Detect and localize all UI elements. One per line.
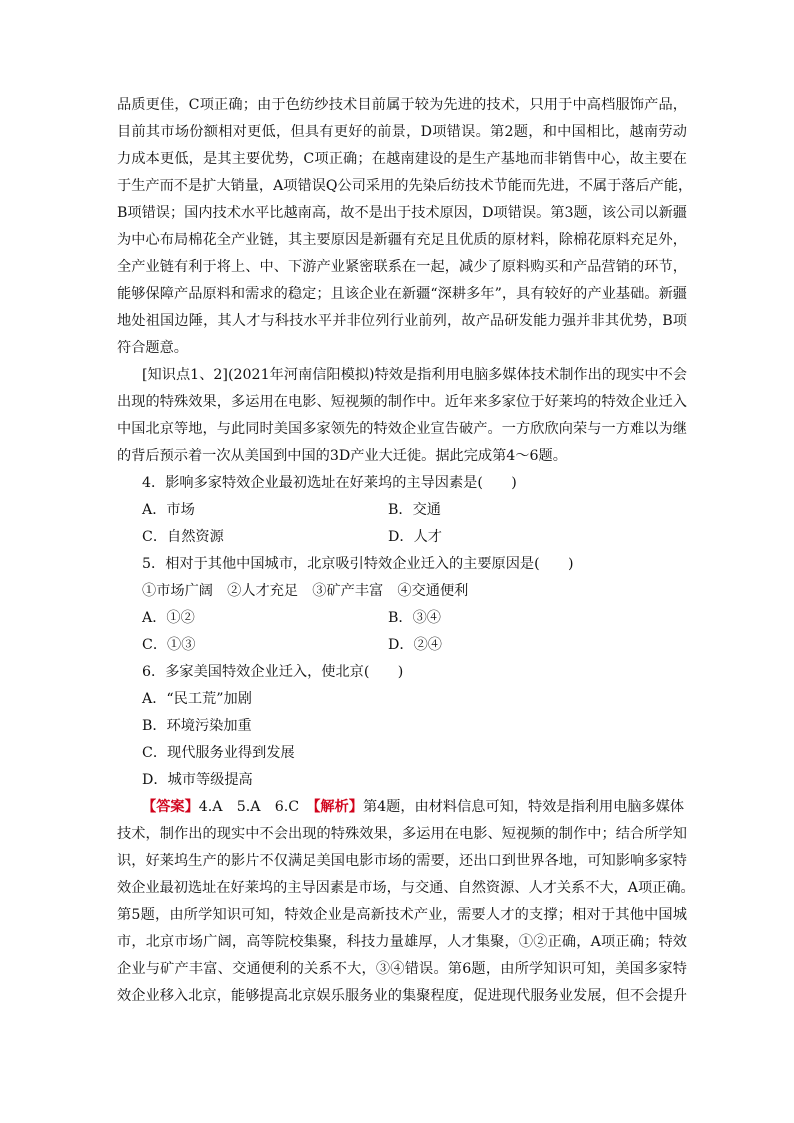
analysis-line: 全产业链有利于将上、中、下游产业紧密联系在一起，减少了原料购买和产品营销的环节，	[117, 259, 687, 275]
analysis-line: 符合题意。	[117, 340, 188, 356]
option-row	[117, 497, 687, 524]
analysis-line: 效企业最初选址在好莱坞的主导因素是市场，与交通、自然资源、人才关系不大，A项正确。	[117, 880, 695, 896]
material-paragraph	[117, 362, 687, 470]
analysis-line: 识，好莱坞生产的影片不仅满足美国电影市场的需要，还出口到世界各地，可知影响多家特	[117, 853, 687, 869]
analysis-line: 目前其市场份额相对更低，但具有更好的前景，D项错误。第2题，和中国相比，越南劳动	[117, 124, 687, 140]
option-row	[117, 524, 687, 551]
question-4	[117, 470, 687, 551]
analysis-line: 于生产而不是扩大销量，A项错误Q公司采用的先染后纺技术节能而先进，不属于落后产能，	[117, 178, 693, 194]
option-b: B．交通	[388, 502, 441, 518]
analysis-line: 企业与矿产丰富、交通便利的关系不大，③④错误。第6题，由所学知识可知，美国多家特	[117, 961, 687, 977]
question-6	[117, 659, 687, 794]
document-page	[117, 92, 695, 1010]
answer-tag: 【答案】	[142, 799, 199, 815]
answer-first-line	[117, 794, 687, 821]
analysis-line: 第5题，由所学知识可知，特效企业是高新技术产业，需要人才的支撑；相对于其他中国城	[117, 907, 687, 923]
option-c: C．自然资源	[142, 529, 224, 545]
option-c: C．①③	[142, 637, 196, 653]
material-line: 中国北京等地，与此同时美国多家领先的特效企业宣告破产。一方欣欣向荣与一方难以为继	[117, 421, 687, 437]
analysis-line: 市，北京市场广阔，高等院校集聚，科技力量雄厚，人才集聚，①②正确，A项正确；特效	[117, 934, 687, 950]
question-stem: 4．影响多家特效企业最初选址在好莱坞的主导因素是( )	[142, 475, 517, 491]
option-a: A．“民工荒”加剧	[142, 691, 252, 707]
analysis-line: 技术，制作出的现实中不会出现的特殊效果，多运用在电影、短视频的制作中；结合所学知	[117, 826, 687, 842]
analysis-line: 地处祖国边陲，其人才与科技水平并非位列行业前列，故产品研发能力强并非其优势，B项	[117, 313, 687, 329]
option-a: A．①②	[142, 610, 195, 626]
previous-analysis	[117, 92, 693, 362]
analysis-line: 效企业移入北京，能够提高北京娱乐服务业的集聚程度，促进现代服务业发展，但不会提升	[117, 988, 687, 1004]
analysis-line: 为中心布局棉花全产业链，其主要原因是新疆有充足且优质的原材料，除棉花原料充足外，	[117, 232, 687, 248]
option-b: B．③④	[388, 610, 441, 626]
material-line: 出现的特殊效果，多运用在电影、短视频的制作中。近年来多家位于好莱坞的特效企业迁入	[117, 394, 687, 410]
option-d: D．人才	[388, 529, 442, 545]
analysis-line: 品质更佳，C项正确；由于色纺纱技术目前属于较为先进的技术，只用于中高档服饰产品，	[117, 97, 687, 113]
option-b: B．环境污染加重	[142, 718, 252, 734]
question-stem: 5．相对于其他中国城市，北京吸引特效企业迁入的主要原因是( )	[142, 556, 574, 572]
material-line: 的背后预示着一次从美国到中国的3D产业大迁徙。据此完成第4～6题。	[117, 448, 567, 464]
option-d: D．②④	[388, 637, 442, 653]
analysis-first-text: 第4题，由材料信息可知，特效是指利用电脑多媒体	[362, 799, 685, 815]
analysis-line: 力成本更低，是其主要优势，C项正确；在越南建设的是生产基地而非销售中心，故主要在	[117, 151, 687, 167]
option-a: A．市场	[142, 502, 195, 518]
analysis-tag: 【解析】	[313, 799, 363, 815]
analysis-line: B项错误；国内技术水平比越南高，故不是出于技术原因，D项错误。第3题，该公司以新疆	[117, 205, 687, 221]
option-d: D．城市等级提高	[142, 772, 253, 788]
material-line: [知识点1、2](2021年河南信阳模拟)特效是指利用电脑多媒体技术制作出的现实中不会	[142, 367, 687, 383]
answer-value: 4.A 5.A 6.C	[198, 799, 314, 815]
option-row	[117, 632, 687, 659]
question-items: ①市场广阔 ②人才充足 ③矿产丰富 ④交通便利	[142, 583, 469, 599]
question-5	[117, 551, 687, 659]
option-c: C．现代服务业得到发展	[142, 745, 295, 761]
answer-section	[117, 794, 695, 1010]
question-stem: 6．多家美国特效企业迁入，使北京( )	[142, 664, 404, 680]
analysis-line: 能够保障产品原料和需求的稳定；且该企业在新疆“深耕多年”，具有较好的产业基础。新疆	[117, 286, 687, 302]
option-row	[117, 605, 687, 632]
